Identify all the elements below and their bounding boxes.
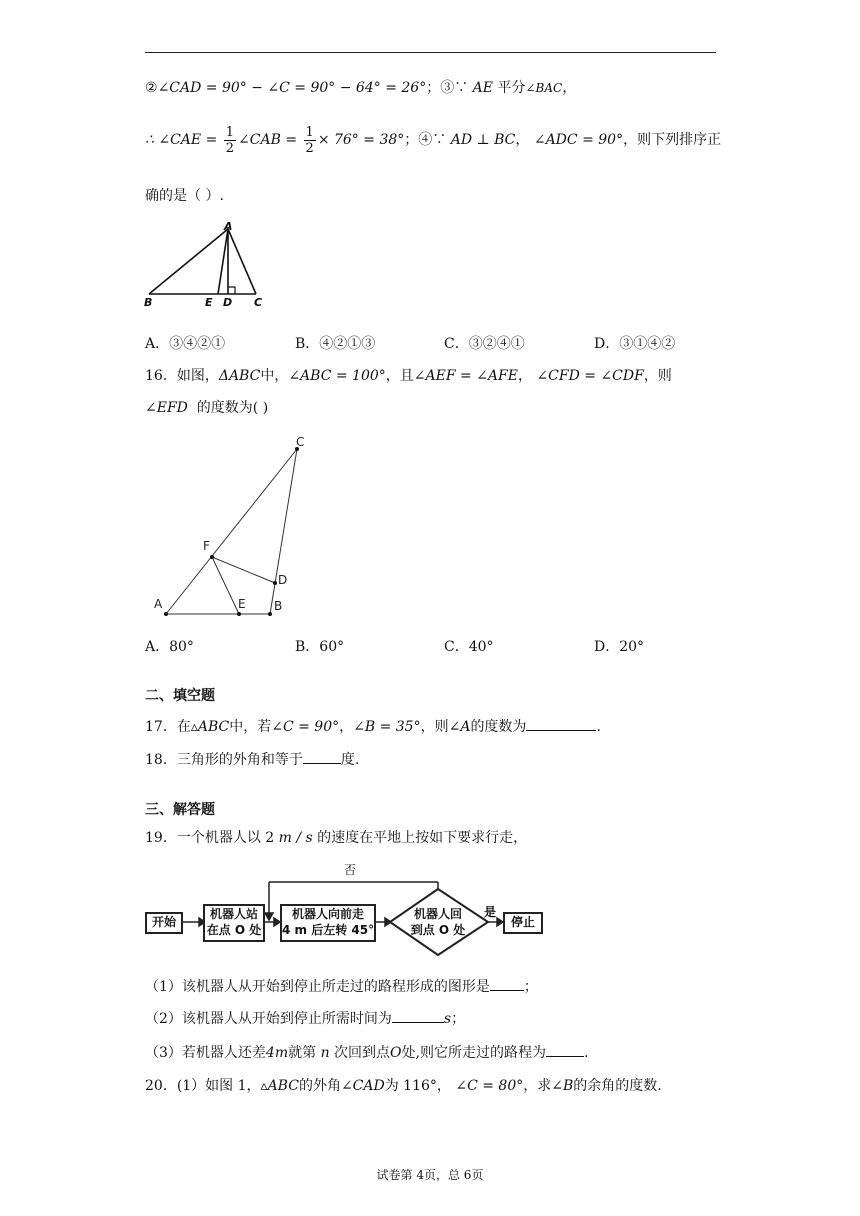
q15-line3: 确的是（ ）. bbox=[145, 188, 224, 204]
q16-triangle-figure bbox=[150, 432, 320, 622]
answer-blank[interactable] bbox=[526, 716, 596, 731]
flow-move-box: 机器人向前走 4 m 后左转 45° bbox=[280, 904, 376, 942]
q15-option-a[interactable]: A．③④②① bbox=[145, 336, 226, 352]
label-d: D bbox=[278, 573, 288, 587]
q16-option-b[interactable]: B．60° bbox=[295, 639, 345, 655]
label-e: E bbox=[238, 597, 246, 611]
q15-triangle-figure bbox=[140, 220, 280, 310]
decision-text-2: 到点 O 处 bbox=[410, 923, 466, 937]
segment-fd bbox=[212, 557, 275, 583]
segment-fe bbox=[212, 557, 239, 614]
segment-ac bbox=[228, 229, 256, 294]
label-f: F bbox=[203, 539, 210, 553]
q19-part1: （1）该机器人从开始到停止所走过的路程形成的图形是 ； bbox=[145, 976, 538, 997]
q16-line1: 16．如图，ΔABC中，∠ABC = 100°，且∠AEF = ∠AFE， ∠CFD = ∠CDF，则 bbox=[145, 368, 672, 384]
answer-blank[interactable] bbox=[546, 1042, 584, 1057]
label-d: D bbox=[223, 296, 233, 309]
flow-start-box: 开始 bbox=[145, 912, 183, 934]
label-b: B bbox=[274, 599, 283, 613]
q19-stem: 19．一个机器人以 2 m / s 的速度在平地上按如下要求行走， bbox=[145, 830, 528, 846]
q15-line1: ②∠CAD = 90° − ∠C = 90° − 64° = 26°；③∵ AE 平分∠BAC， bbox=[145, 80, 577, 96]
label-e: E bbox=[205, 296, 213, 309]
q16-option-d[interactable]: D．20° bbox=[594, 639, 645, 655]
header-rule bbox=[145, 52, 716, 53]
label-a: A bbox=[154, 597, 163, 611]
right-angle-mark bbox=[228, 287, 235, 294]
answer-blank[interactable] bbox=[490, 976, 524, 991]
q15-option-d[interactable]: D．③①④② bbox=[594, 336, 676, 352]
q18: 18．三角形的外角和等于 度. bbox=[145, 749, 359, 770]
q15-option-c[interactable]: C．③②④① bbox=[444, 336, 525, 352]
label-c: C bbox=[296, 435, 305, 449]
q20: 20．(1）如图 1，▵ABC的外角∠CAD为 116°， ∠C = 80°，求∠B的余角的度数. bbox=[145, 1078, 662, 1094]
answer-blank[interactable] bbox=[392, 1008, 444, 1023]
label-a: A bbox=[224, 220, 233, 233]
q19-flowchart bbox=[145, 860, 545, 960]
answer-blank[interactable] bbox=[303, 749, 341, 764]
label-c: C bbox=[254, 296, 263, 309]
flow-stop-box: 停止 bbox=[503, 912, 543, 934]
fraction-half: $\frac{1}{2}$ bbox=[225, 124, 235, 156]
section-answer-title: 三、解答题 bbox=[145, 802, 215, 818]
segment-ae bbox=[218, 229, 228, 294]
segment-cb bbox=[270, 449, 297, 614]
decision-diamond bbox=[390, 889, 488, 955]
segment-ab bbox=[149, 229, 228, 294]
q19-part3: （3）若机器人还差4m就第 n 次回到点O处,则它所走过的路程为 . bbox=[145, 1042, 588, 1063]
fraction-half: $\frac{1}{2}$ bbox=[305, 124, 314, 156]
label-no: 否 bbox=[343, 863, 357, 877]
segment-ac bbox=[166, 449, 297, 614]
label-b: B bbox=[144, 296, 153, 309]
label-yes: 是 bbox=[483, 905, 497, 919]
page-footer: 试卷第 4页，总 6页 bbox=[376, 1168, 484, 1182]
q15-option-b[interactable]: B．④②①③ bbox=[295, 336, 376, 352]
decision-text-1: 机器人回 bbox=[413, 907, 463, 921]
flow-stand-box: 机器人站 在点 O 处 bbox=[203, 904, 265, 942]
q15-line2: ∴ ∠CAE = $\frac{1}{2}$ ∠CAB = $\frac{1}{2}$ × 76° = 38°；④∵ AD ⊥ BC， ∠ADC = 90°，则下列排序正 bbox=[145, 124, 722, 156]
q17: 17．在▵ABC中，若∠C = 90°，∠B = 35°，则∠A的度数为 . bbox=[145, 716, 601, 737]
q16-line2: ∠EFD 的度数为( ) bbox=[145, 400, 269, 416]
q19-part2: （2）该机器人从开始到停止所需时间为 s； bbox=[145, 1008, 465, 1029]
q16-option-a[interactable]: A．80° bbox=[145, 639, 194, 655]
q16-option-c[interactable]: C．40° bbox=[444, 639, 494, 655]
section-fill-in-title: 二、填空题 bbox=[145, 688, 215, 704]
